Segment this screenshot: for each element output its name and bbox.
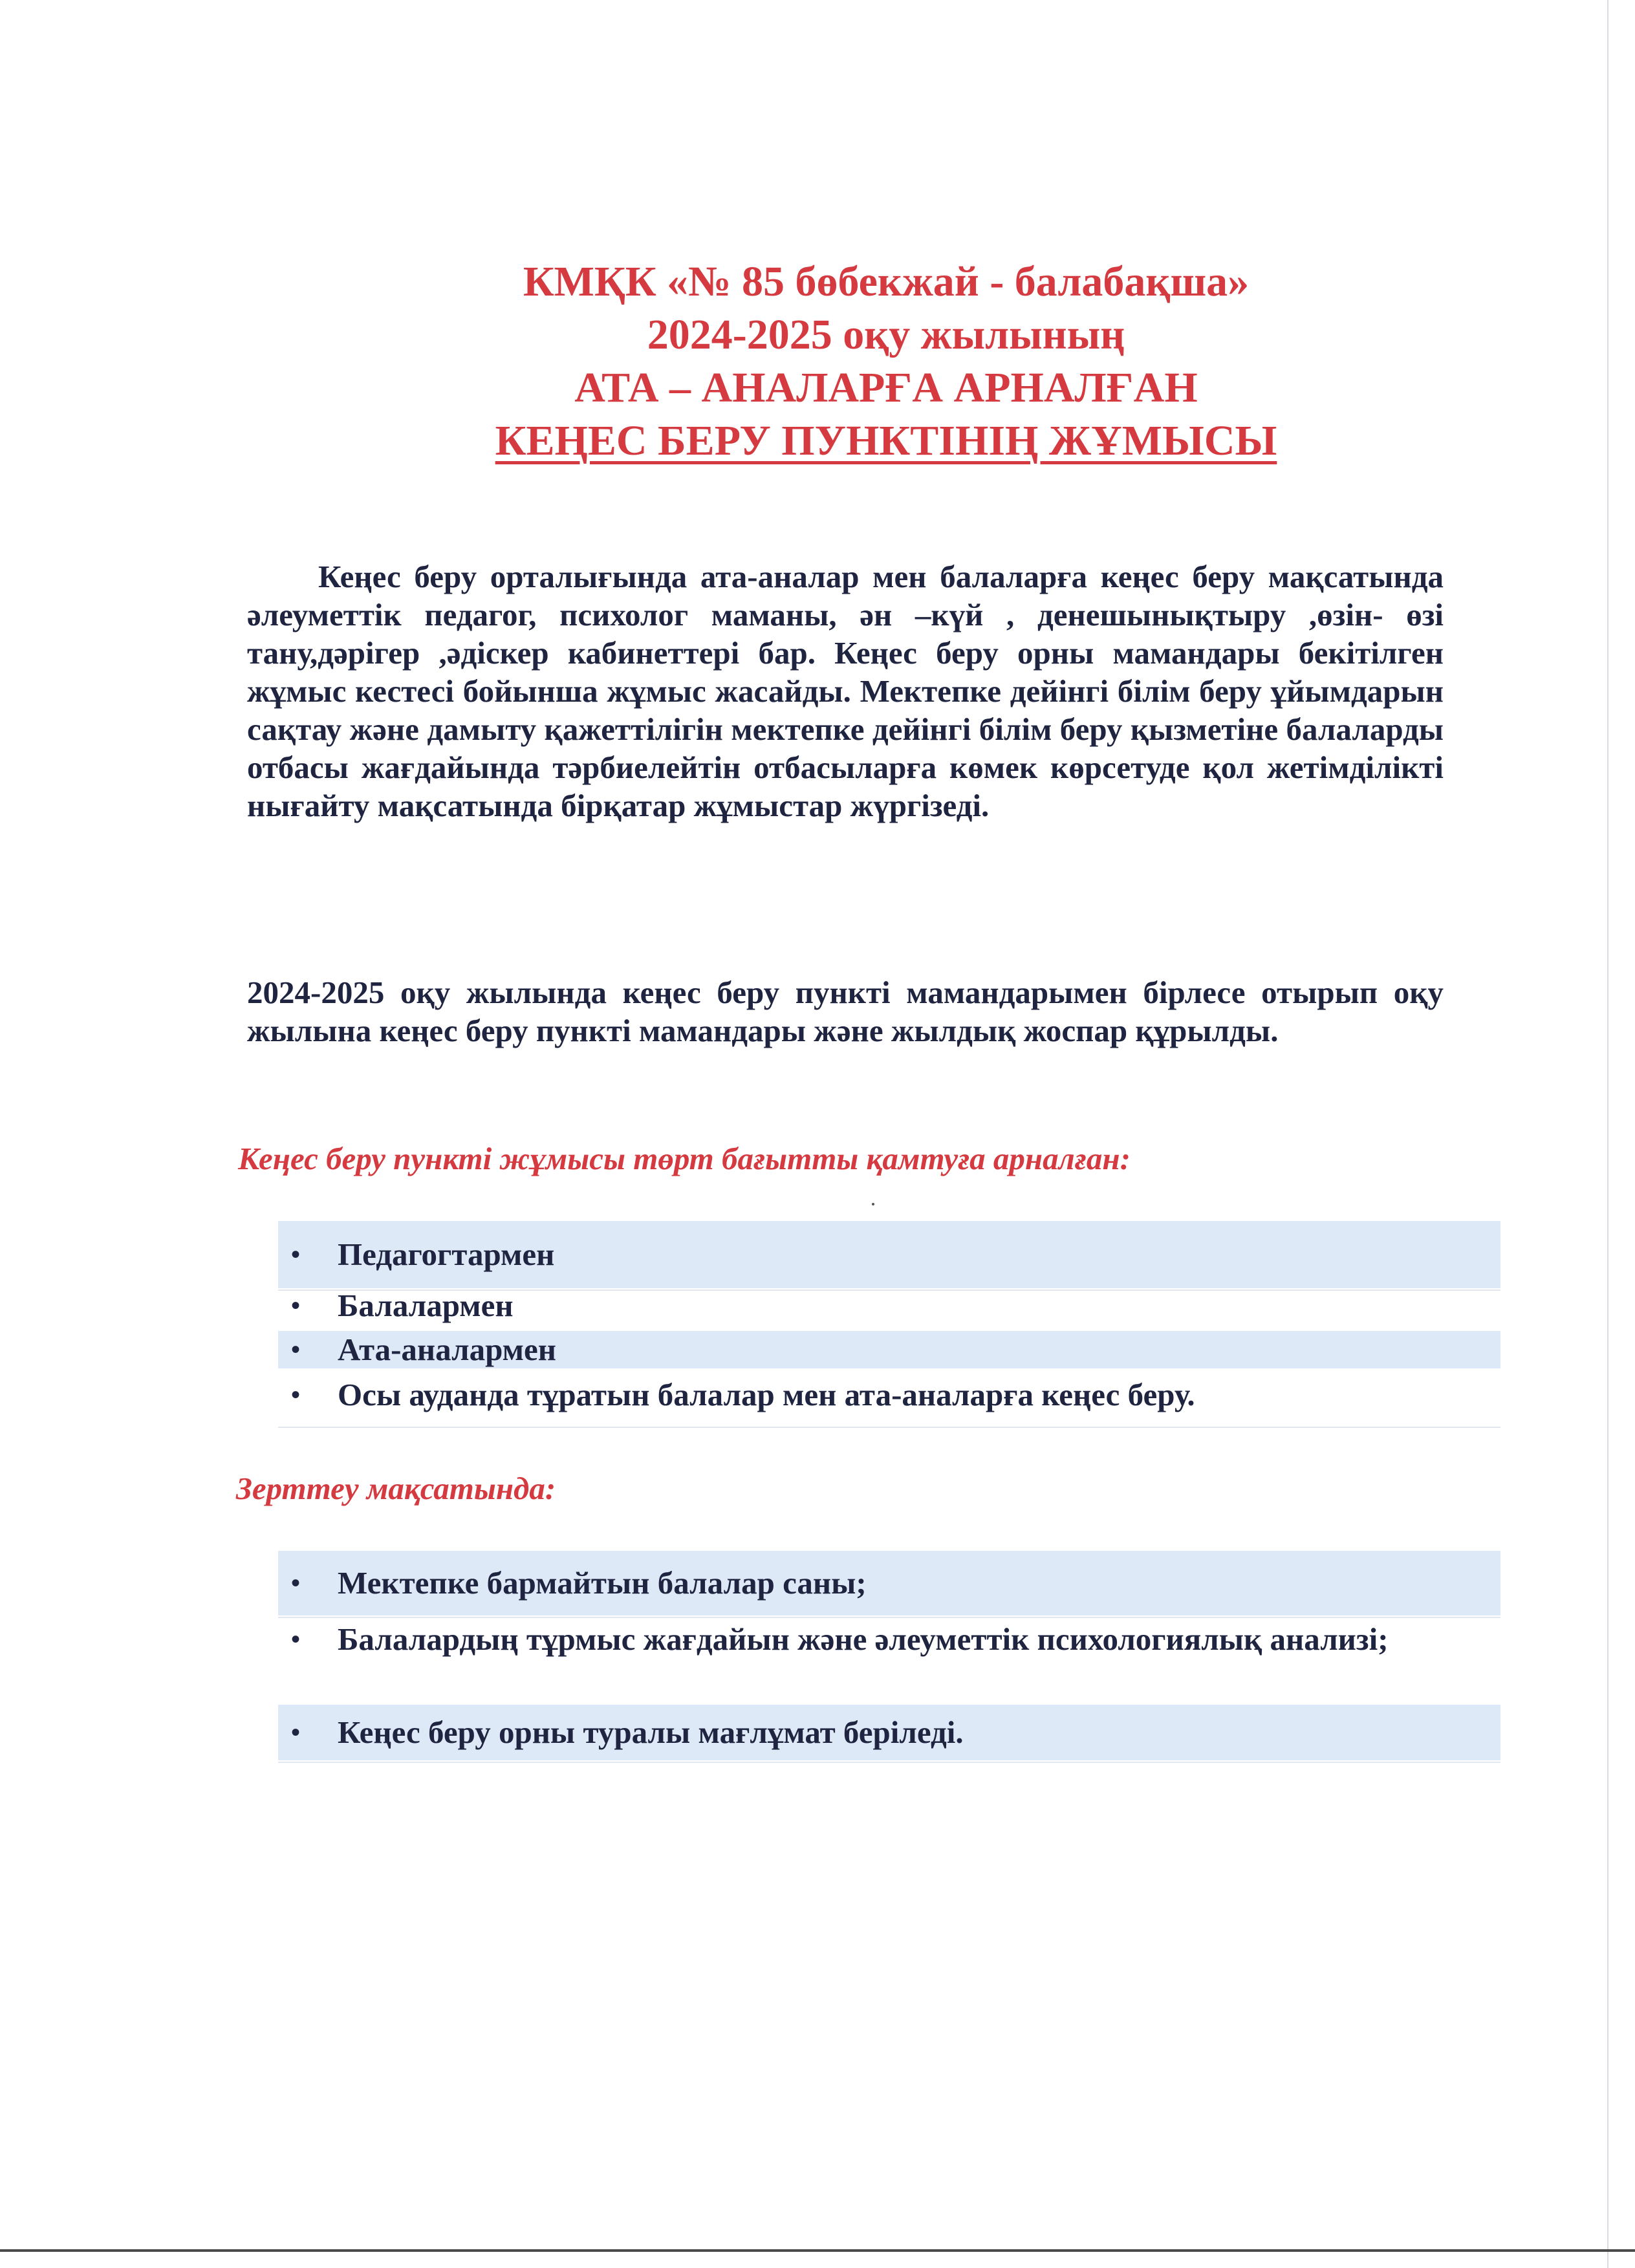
bullet-icon: •	[291, 1625, 301, 1654]
list-item	[278, 1221, 1500, 1288]
row-divider	[278, 1617, 1500, 1618]
research-heading: Зерттеу мақсатында:	[236, 1471, 556, 1506]
document-title	[246, 255, 1526, 468]
list-item-text: Осы ауданда тұратын балалар мен ата-аналарға кеңес беру.	[338, 1377, 1195, 1412]
list-item	[278, 1376, 1500, 1414]
bullet-icon: •	[291, 1291, 301, 1320]
list-item	[278, 1621, 1500, 1658]
directions-heading: Кеңес беру пункті жұмысы төрт бағытты қамтуға арналған:	[238, 1141, 1131, 1176]
row-divider	[278, 1762, 1500, 1763]
list-item	[278, 1287, 1500, 1324]
list-item-text: Ата-аналармен	[338, 1332, 556, 1367]
list-item-text: Мектепке бармайтын балалар саны;	[338, 1565, 867, 1601]
bullet-icon: •	[291, 1335, 301, 1364]
row-divider	[278, 1427, 1500, 1428]
title-line-1: КМҚК «№ 85 бөбекжай - балабақша»	[523, 258, 1250, 305]
title-line-2: 2024-2025 оқу жылының	[647, 311, 1125, 358]
scan-speck	[872, 1203, 874, 1205]
scan-edge-bottom	[0, 2249, 1635, 2252]
bullet-icon: •	[291, 1718, 301, 1747]
title-line-3: АТА – АНАЛАРҒА АРНАЛҒАН	[574, 364, 1198, 411]
list-item-text: Балалардың тұрмыс жағдайын және әлеуметтік психологиялық анализі;	[338, 1621, 1389, 1657]
intro-paragraph: Кеңес беру орталығында ата-аналар мен балаларға кеңес беру мақсатында әлеуметтік педагог, психолог маманы, ән –күй , денешынықтыру ,өзін- өзі тану,дәрігер ,әдіскер кабинеттері бар. Кеңес беру орны мамандары бекітілген жұмыс кестесі бойынша жұмыс жасайды. Мектепке дейінгі білім беру ұйымдарын сақтау және дамыту қажеттілігін мектепке дейінгі білім беру қызметіне балаларды отбасы жағдайында тәрбиелейтін отбасыларға көмек көрсетуде қол жетімділікті нығайту мақсатында бірқатар жұмыстар жүргізеді.	[247, 559, 1444, 823]
bullet-icon: •	[291, 1240, 301, 1269]
list-item	[278, 1331, 1500, 1368]
list-item-text: Балалармен	[338, 1288, 514, 1323]
title-line-4: КЕҢЕС БЕРУ ПУНКТІНІҢ ЖҰМЫСЫ	[495, 417, 1277, 464]
list-item	[278, 1551, 1500, 1615]
bullet-icon: •	[291, 1380, 301, 1409]
plan-paragraph: 2024-2025 оқу жылында кеңес беру пункті мамандарымен бірлесе отырып оқу жылына кеңес беру пункті мамандары және жылдық жоспар құрылды.	[247, 975, 1444, 1048]
list-item	[278, 1705, 1500, 1760]
list-item-text: Кеңес беру орны туралы мағлұмат беріледі.	[338, 1714, 964, 1750]
scan-edge-right	[1607, 0, 1608, 2268]
bullet-icon: •	[291, 1568, 301, 1597]
list-item-text: Педагогтармен	[338, 1237, 555, 1272]
